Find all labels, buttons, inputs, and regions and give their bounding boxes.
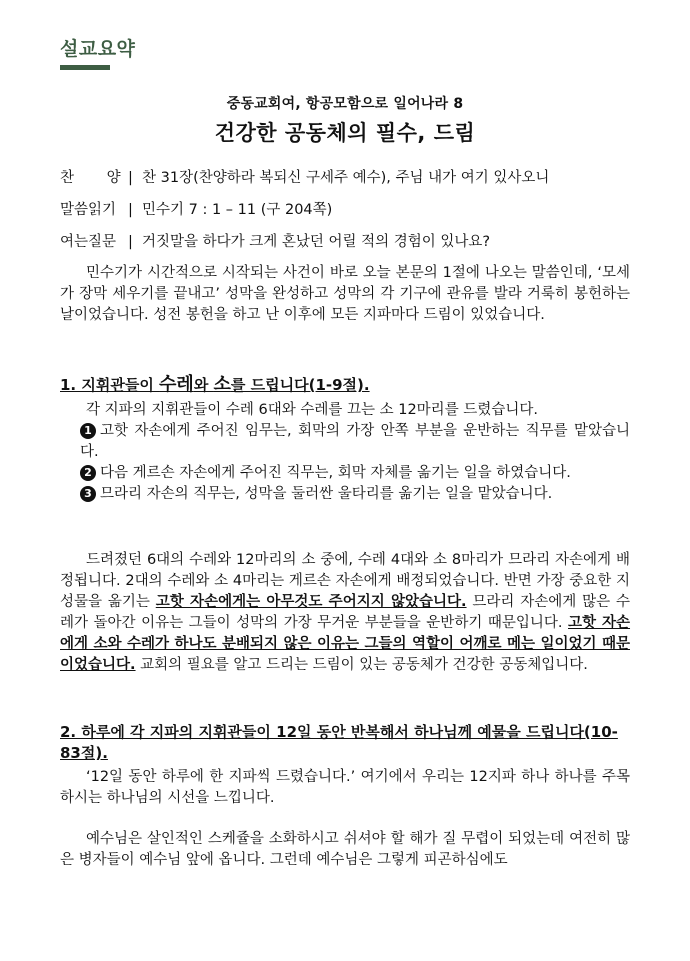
section2-heading: 2. 하루에 각 지파의 지휘관들이 12일 동안 반복해서 하나님께 예물을 드립니다(10-83절). bbox=[60, 723, 618, 762]
section1-body bbox=[60, 400, 630, 505]
section1-heading-text: 1. 지휘관들이 bbox=[60, 376, 160, 394]
list-item-text: 다음 게르손 자손에게 주어진 직무는, 회막 자체를 옮기는 일을 하였습니다. bbox=[100, 465, 571, 481]
intro-text: 민수기가 시간적으로 시작되는 사건이 바로 오늘 본문의 1절에 나오는 말씀인데, ‘모세가 장막 세우기를 끝내고’ 성막을 완성하고 성막의 각 기구에 관유를 발라 거룩히 봉헌하는 날이었습니다. 성전 봉헌을 하고 난 이후에 모든 지파마다 드림이 있었습니다. bbox=[60, 265, 630, 323]
info-value: 민수기 7 : 1 – 11 (구 204쪽) bbox=[142, 202, 333, 218]
logo-text: 설교요약 bbox=[60, 38, 136, 60]
intro-paragraph bbox=[60, 263, 630, 326]
section1-paragraph bbox=[60, 550, 630, 676]
sermon-title: 건강한 공동체의 필수, 드림 bbox=[214, 121, 476, 145]
info-divider: | bbox=[128, 170, 133, 186]
info-row-reading bbox=[60, 198, 332, 219]
text-span: 므라리 자손에게 많은 수레가 돌아간 이유는 그들이 성막의 가장 무거운 부분들을 운반하기 때문입니다. bbox=[60, 594, 631, 631]
section2-text: ‘12일 동안 하루에 한 지파씩 드렸습니다.’ 여기에서 우리는 12지파 하나 하나를 주목하시는 하나님의 시선을 느낍니다. bbox=[60, 769, 630, 806]
list-item-text: 고핫 자손에게 주어진 임무는, 회막의 가장 안쪽 부분을 운반하는 직무를 맡았습니다. bbox=[80, 423, 630, 460]
info-divider: | bbox=[128, 234, 133, 250]
logo bbox=[60, 34, 135, 70]
section2-text: 예수님은 살인적인 스케쥴을 소화하시고 쉬셔야 할 해가 질 무렵이 되었는데 여전히 많은 병자들이 예수님 앞에 옵니다. 그런데 예수님은 그렇게 피곤하심에도 bbox=[60, 831, 630, 868]
section1-heading-emph: 수레 bbox=[159, 374, 194, 395]
logo-underline bbox=[60, 65, 110, 70]
section1-heading bbox=[60, 374, 632, 396]
number-badge-icon: 1 bbox=[80, 423, 96, 439]
emphasis-text: 고핫 자손에게 소와 수레가 하나도 분배되지 않은 이유는 그들의 역할이 어깨로 메는 일이었기 때문이었습니다. bbox=[60, 615, 631, 673]
section2-paragraph bbox=[60, 829, 630, 871]
list-item-text: 므라리 자손의 직무는, 성막을 둘러싼 울타리를 옮기는 일을 맡았습니다. bbox=[100, 486, 553, 502]
emphasis-text: 고핫 자손에게는 아무것도 주어지지 않았습니다. bbox=[155, 594, 467, 610]
section1-heading-text: 와 bbox=[193, 376, 214, 394]
section1-heading-emph: 소 bbox=[213, 374, 231, 395]
info-row-question bbox=[60, 230, 490, 251]
section1-lead: 각 지파의 지휘관들이 수레 6대와 수레를 끄는 소 12마리를 드렸습니다. bbox=[86, 402, 538, 418]
section2-body bbox=[60, 767, 630, 809]
list-item bbox=[60, 463, 630, 484]
list-item bbox=[60, 421, 630, 463]
section1-heading-text: 를 드립니다(1-9절). bbox=[230, 376, 370, 394]
info-value: 거짓말을 하다가 크게 혼났던 어릴 적의 경험이 있나요? bbox=[142, 234, 491, 250]
text-span: 교회의 필요를 알고 드리는 드림이 있는 공동체가 건강한 공동체입니다. bbox=[135, 657, 588, 673]
info-label: 말씀읽기 bbox=[60, 202, 117, 218]
text-span: 드려졌던 6대의 수레와 12마리의 소 중에, 수레 4대와 소 8마리가 므라리 자손에게 배정됩니다. 2대의 수레와 소 4마리는 게르손 자손에게 배정되었습니다. 반면 가장 중요한 지성물을 옮기는 bbox=[60, 552, 630, 610]
info-label: 여는질문 bbox=[60, 234, 117, 250]
list-item bbox=[60, 484, 630, 505]
number-badge-icon: 2 bbox=[80, 465, 96, 481]
section1-text bbox=[60, 550, 630, 676]
series-subtitle: 중동교회여, 항공모함으로 일어나라 8 bbox=[226, 96, 464, 112]
info-divider: | bbox=[128, 202, 133, 218]
number-badge-icon: 3 bbox=[80, 486, 96, 502]
info-value: 찬 31장(찬양하라 복되신 구세주 예수), 주님 내가 여기 있사오니 bbox=[142, 170, 550, 186]
info-label: 찬 양 bbox=[60, 170, 121, 186]
info-row-hymn bbox=[60, 166, 549, 187]
